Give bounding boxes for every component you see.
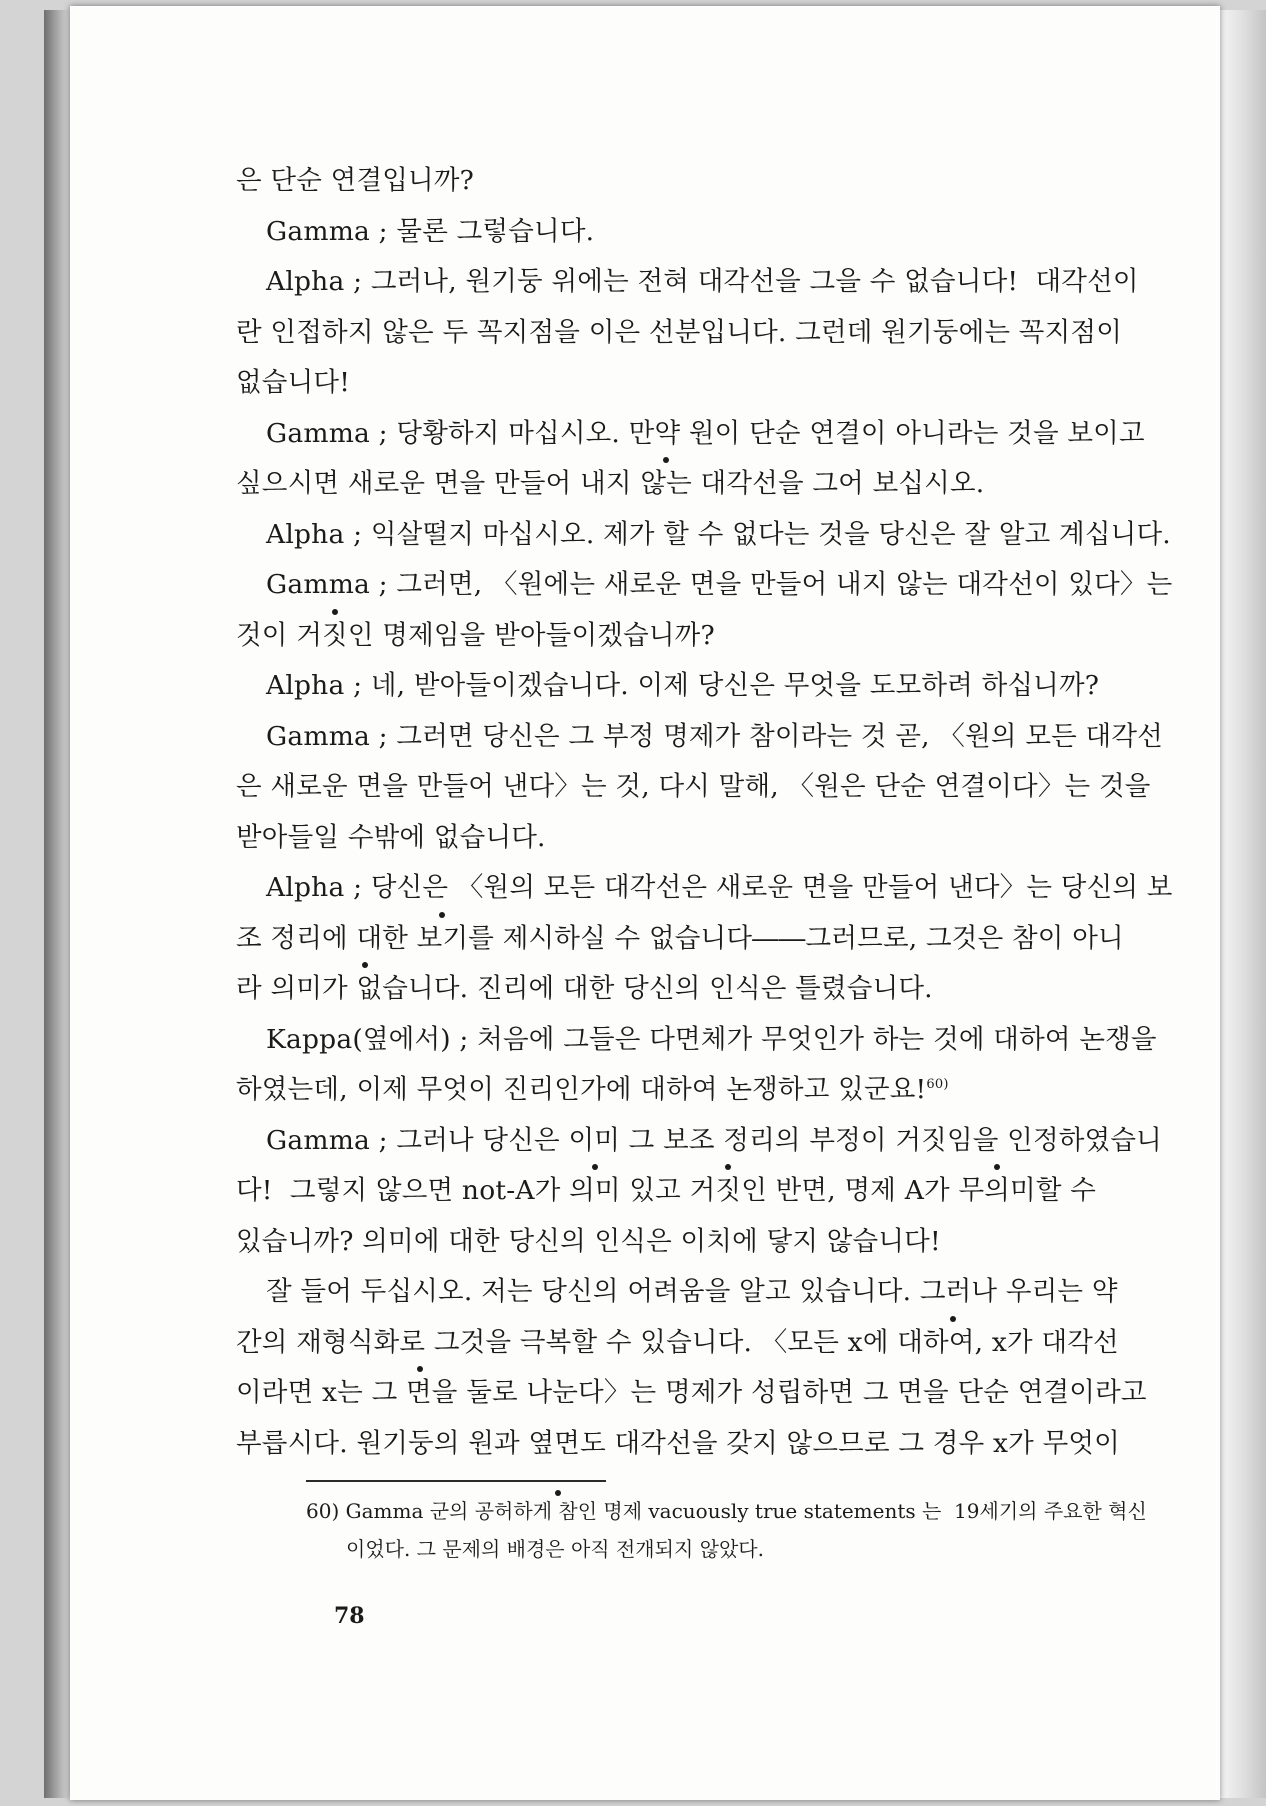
- text-line: Alpha ; 익살떨지 마십시오. 제가 할 수 없다는 것을 당신은 잘 알고 계십니다.: [266, 518, 1171, 550]
- emphasis-dotted: 거짓인: [690, 1166, 767, 1217]
- text-line: Alpha ; 당신은 〈원의 모든 대각선은 새로운 면을 만들어 낸다〉는 당신의 보: [266, 872, 1173, 903]
- text-line: 다! 그렇지 않으면 not-A가 의미 있고 거짓인 반면, 명제 A가 무의미할 수: [236, 1166, 1116, 1217]
- emphasis-dotted: 모든 x에 대하여, x가 대각선: [787, 1318, 1118, 1369]
- text-line: 하였는데, 이제 무엇이 진리인가에 대하여 논쟁하고 있군요!$^{60)}$: [236, 1074, 949, 1105]
- emphasis-dotted: 공허하게 참인 명제: [475, 1492, 642, 1530]
- emphasis-dotted: 않는: [640, 459, 692, 510]
- emphasis-dotted: 거짓인: [296, 611, 373, 662]
- footnote-number: 60): [306, 1499, 340, 1523]
- text-line: Kappa(옆에서) ; 처음에 그들은 다면체가 무엇인가 하는 것에 대하여 논쟁을: [266, 1023, 1157, 1055]
- text-line: Gamma ; 물론 그렇습니다.: [266, 215, 595, 247]
- text-line: 간의 재형식화로 그것을 극복할 수 있습니다. 〈모든 x에 대하여, x가 대각선: [236, 1318, 1116, 1369]
- text-line: 라 의미가 없습니다. 진리에 대한 당신의 인식은 틀렸습니다.: [236, 964, 1116, 1015]
- body-text: [236, 156, 1173, 1469]
- text-line: 이라면 x는 그 면을 둘로 나눈다〉는 명제가 성립하면 그 면을 단순 연결이라고: [236, 1368, 1116, 1419]
- text-line: Gamma ; 당황하지 마십시오. 만약 원이 단순 연결이 아니라는 것을 보이고: [266, 417, 1145, 449]
- text-line: Gamma ; 그러면 당신은 그 부정 명제가 참이라는 것 곧, 〈원의 모든 대각선: [266, 720, 1163, 752]
- page-number: 78: [334, 1603, 365, 1629]
- emphasis-dotted: 무의미: [958, 1166, 1035, 1217]
- emphasis-dotted: 이라면 x는 그 면을 둘로 나눈다: [236, 1368, 604, 1419]
- emphasis-dotted: 의미가 없습니다: [270, 964, 459, 1015]
- page-stack-right-edge: [1218, 10, 1266, 1798]
- text-line: Alpha ; 그러나, 원기둥 위에는 전혀 대각선을 그을 수 없습니다! 대각선이: [266, 266, 1139, 297]
- text-line: 잘 들어 두십시오. 저는 당신의 어려움을 알고 있습니다. 그러나 우리는 약: [266, 1276, 1118, 1307]
- footnote-line: 60) Gamma 군의 공허하게 참인 명제 vacuously true statements 는 19세기의 주요한 혁신: [306, 1492, 1136, 1530]
- text-line: 부릅시다. 원기둥의 원과 옆면도 대각선을 갖지 않으므로 그 경우 x가 무엇이: [236, 1427, 1120, 1459]
- text-line: 은 새로운 면을 만들어 낸다〉는 것, 다시 말해, 〈원은 단순 연결이다〉는 것을: [236, 771, 1151, 802]
- text-line: 받아들일 수밖에 없습니다.: [236, 821, 546, 853]
- emphasis-dotted: 의미: [569, 1166, 621, 1217]
- text-line: 란 인접하지 않은 두 꼭지점을 이은 선분입니다. 그런데 원기둥에는 꼭지점이: [236, 316, 1123, 348]
- text-line: 있습니까? 의미에 대한 당신의 인식은 이치에 닿지 않습니다!: [236, 1225, 941, 1257]
- footnote: [306, 1492, 1147, 1568]
- text-line: Alpha ; 네, 받아들이겠습니다. 이제 당신은 무엇을 도모하려 하십니까?: [266, 670, 1100, 701]
- text-line: Gamma ; 그러나 당신은 이미 그 보조 정리의 부정이 거짓임을 인정하였습니: [266, 1124, 1162, 1156]
- book-page: [70, 6, 1220, 1800]
- emphasis-dotted: 보기: [417, 914, 469, 965]
- text-line: Gamma ; 그러면, 〈원에는 새로운 면을 만들어 내지 않는 대각선이 있다〉는: [266, 569, 1173, 600]
- footnote-reference: 60): [926, 1077, 949, 1093]
- text-line: 싶으시면 새로운 면을 만들어 내지 않는 대각선을 그어 보십시오.: [236, 459, 1116, 510]
- text-line: 없습니다!: [236, 367, 351, 398]
- footnote-line: 이었다. 그 문제의 배경은 아직 전개되지 않았다.: [346, 1537, 764, 1561]
- text-line: 것이 거짓인 명제임을 받아들이겠습니까?: [236, 611, 1116, 662]
- footnote-divider: [306, 1480, 606, 1482]
- text-line: 조 정리에 대한 보기를 제시하실 수 없습니다――그러므로, 그것은 참이 아니: [236, 914, 1116, 965]
- text-line: 은 단순 연결입니까?: [236, 165, 475, 196]
